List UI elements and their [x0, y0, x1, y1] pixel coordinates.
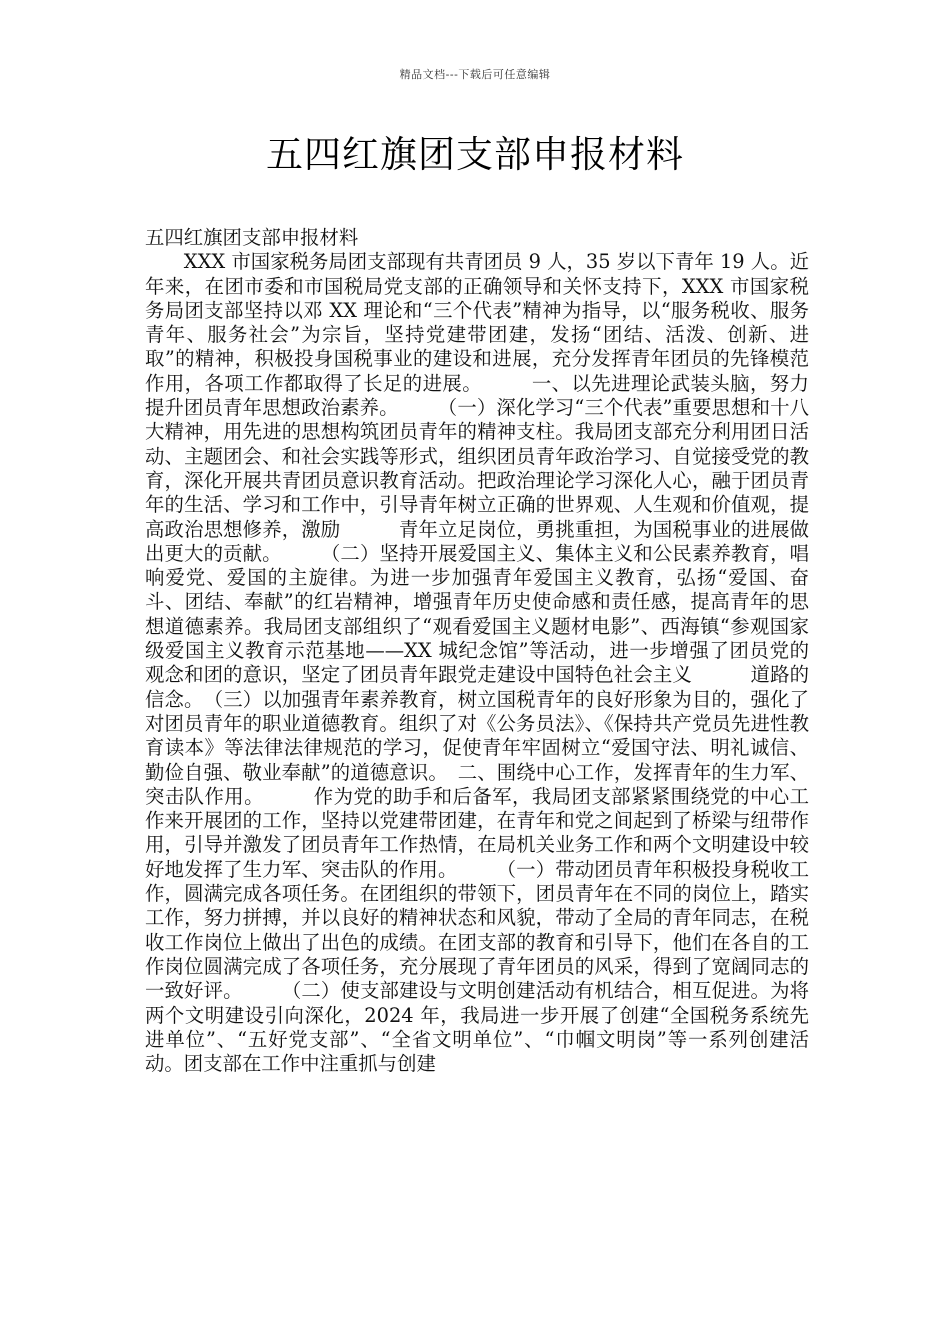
header-note: 精品文档---下载后可任意编辑: [399, 68, 551, 81]
document-subtitle: 五四红旗团支部申报材料: [145, 226, 359, 249]
body-paragraph: XXX 市国家税务局团支部现有共青团员 9 人，35 岁以下青年 19 人。近年来，在团市委和市国税局党支部的正确领导和关怀支持下，XXX 市国家税务局团支部坚持以邓 XX 理论和“三个代表”精神为指导，以“服务税收、服务青年、服务社会”为宗旨，坚持党建带团建，发扬“团结、活泼、创新、进取”的精神，积极投身国税事业的建设和进展，充分发挥青年团员的先锋模范作用，各项工作都取得了长足的进展。 一、以先进理论武装头脑，努力提升团员青年思想政治素养。 （一）深化学习“三个代表”重要思想和十八大精神，用先进的思想构筑团员青年的精神支柱。我局团支部充分利用团日活动、主题团会、和社会实践等形式，组织团员青年政治学习、自觉接受党的教育，深化开展共青团员意识教育活动。把政治理论学习深化人心，融于团员青年的生活、学习和工作中，引导青年树立正确的世界观、人生观和价值观，提高政治思想修养，激励 青年立足岗位，勇挑重担，为国税事业的进展做出更大的贡献。 （二）坚持开展爱国主义、集体主义和公民素养教育，唱响爱党、爱国的主旋律。为进一步加强青年爱国主义教育，弘扬“爱国、奋斗、团结、奉献”的红岩精神，增强青年历史使命感和责任感，提高青年的思想道德素养。我局团支部组织了“观看爱国主义题材电影”、西海镇“参观国家级爱国主义教育示范基地——XX 城纪念馆”等活动，进一步增强了团员党的观念和团的意识，坚定了团员青年跟党走建设中国特色社会主义 道路的信念。 （三）以加强青年素养教育，树立国税青年的良好形象为目的，强化了对团员青年的职业道德教育。组织了对《公务员法》、《保持共产党员先进性教育读本》等法律法律规范的学习，促使青年牢固树立“爱国守法、明礼诚信、勤俭自强、敬业奉献”的道德意识。 二、围绕中心工作，发挥青年的生力军、突击队作用。 作为党的助手和后备军，我局团支部紧紧围绕党的中心工作来开展团的工作，坚持以党建带团建，在青年和党之间起到了桥梁与纽带作用，引导并激发了团员青年工作热情，在局机关业务工作和两个文明建设中较好地发挥了生力军、突击队的作用。 （一）带动团员青年积极投身税收工作，圆满完成各项任务。在团组织的带领下，团员青年在不同的岗位上，踏实工作，努力拼搏，并以良好的精神状态和风貌，带动了全局的青年同志，在税收工作岗位上做出了出色的成绩。在团支部的教育和引导下，他们在各自的工作岗位圆满完成了各项任务，充分展现了青年团员的风采，得到了宽阔同志的一致好评。 （二）使支部建设与文明创建活动有机结合，相互促进。为将两个文明建设引向深化，2024 年，我局进一步开展了创建“全国税务系统先进单位”、“五好党支部”、“全省文明单位”、“巾帼文明岗”等一系列创建活动。团支部在工作中注重抓与创建: [145, 250, 809, 1076]
document-body: [145, 226, 809, 1076]
document-title: 五四红旗团支部申报材料: [266, 133, 684, 176]
